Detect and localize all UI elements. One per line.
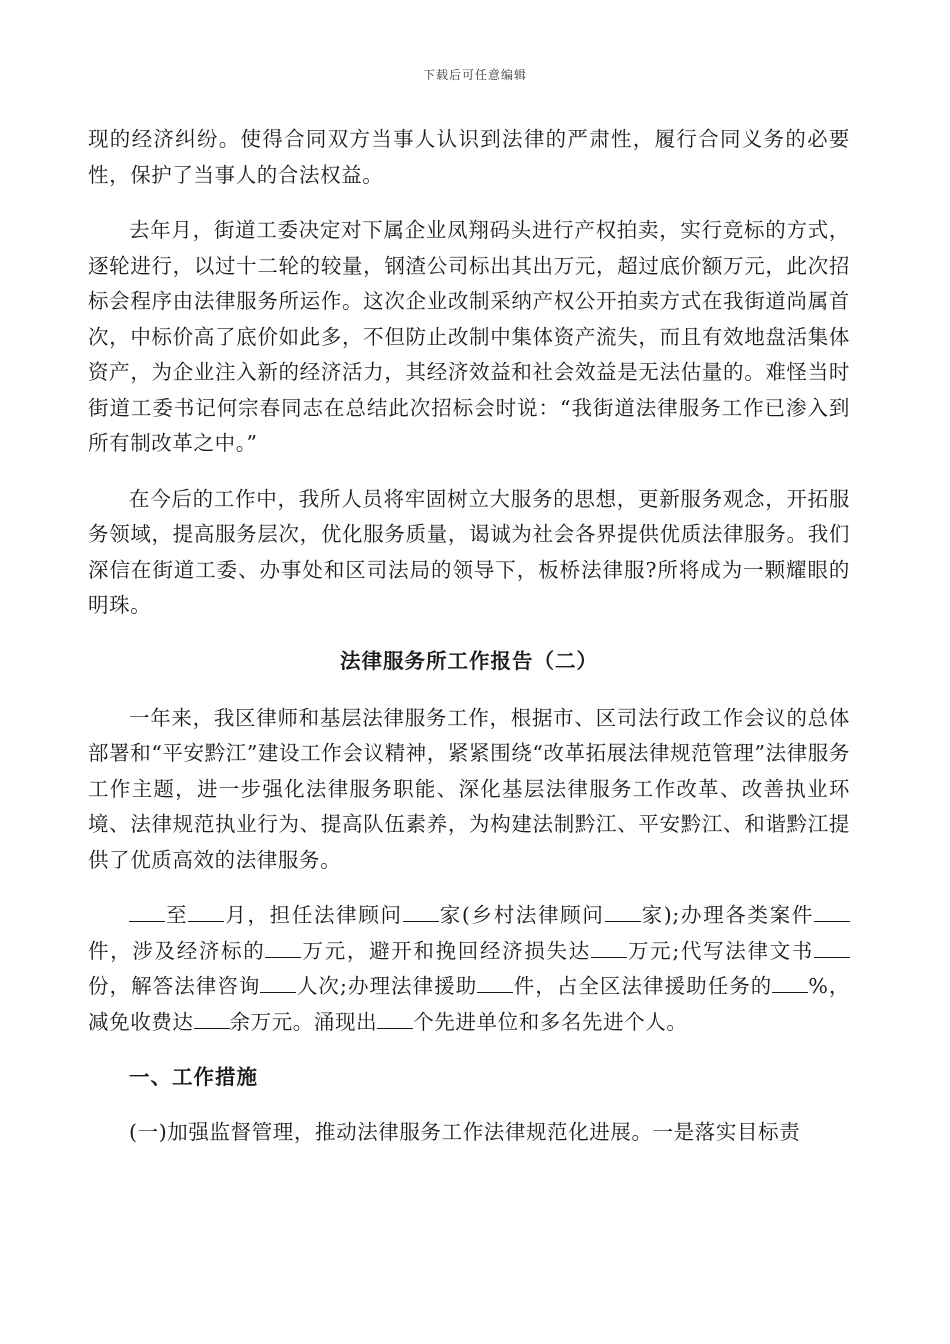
fill-blank: [591, 936, 627, 958]
stat-text: 件，涉及经济标的: [88, 938, 266, 963]
fill-blank: [814, 901, 850, 923]
fill-blank: [772, 972, 808, 994]
paragraph-outlook: 在今后的工作中，我所人员将牢固树立大服务的思想，更新服务观念，开拓服务领域，提高服务层次，优化服务质量，谒诚为社会各界提供优质法律服务。我们深信在街道工委、办事处和区司法局的领导下，板桥法律服?所将成为一颗耀眼的明珠。: [88, 486, 850, 617]
page-header: 下载后可任意编辑: [422, 68, 527, 82]
fill-blank: [194, 1007, 230, 1029]
fill-blank: [377, 1007, 413, 1029]
stat-text: 人次;办理法律援助: [296, 974, 478, 998]
fill-blank: [605, 901, 641, 923]
fill-blank: [265, 936, 301, 958]
stat-text: 余万元。涌现出: [229, 1009, 378, 1034]
paragraph-measure-1: (一)加强监督管理，推动法律服务工作法律规范化进展。一是落实目标责: [129, 1120, 801, 1144]
stat-text: 家);办理各类案件: [640, 903, 814, 927]
paragraph-auction: 去年月，街道工委决定对下属企业凤翔码头进行产权拍卖，实行竞标的方式，逐轮进行，以过十二轮的较量，钢渣公司标出其出万元，超过底价额万元，此次招标会程序由法律服务所运作。这次企业改制采纳产权公开拍卖方式在我街道尚属首次，中标价高了底价如此多，不但防止改制中集体资产流失，而且有效地盘活集体资产，为企业注入新的经济活力，其经济效益和社会效益是无法估量的。难怪当时街道工委书记何宗春同志在总结此次招标会时说：“我街道法律服务工作已渗入到所有制改革之中。”: [88, 218, 850, 455]
stat-text: 万元，避开和挽回经济损失达: [301, 938, 591, 963]
fill-blank: [129, 901, 165, 923]
fill-blank: [188, 901, 224, 923]
paragraph-intro: 一年来，我区律师和基层法律服务工作，根据市、区司法行政工作会议的总体部署和“平安黔江”建设工作会议精神，紧紧围绕“改革拓展法律规范管理”法律服务工作主题，进一步强化法律服务职能、深化基层法律服务工作改革、改善执业环境、法律规范执业行为、提高队伍素养，为构建法制黔江、平安黔江、和谐黔江提供了优质高效的法律服务。: [88, 705, 850, 872]
section-heading: 一、工作措施: [129, 1065, 258, 1089]
fill-blank: [477, 972, 513, 994]
stat-text: 个先进单位和多名先进个人。: [413, 1009, 688, 1034]
document-body: [88, 122, 850, 1171]
paragraph-statistics: [88, 898, 850, 1040]
report-title: 法律服务所工作报告（二）: [340, 648, 598, 673]
fill-blank: [814, 936, 850, 958]
paragraph-continuation: 现的经济纠纷。使得合同双方当事人认识到法律的严肃性，履行合同义务的必要性，保护了当事人的合法权益。: [88, 127, 850, 187]
stat-text: 万元;代写法律文书: [626, 938, 814, 963]
stat-text: 件，占全区法律援助任务的: [513, 974, 773, 998]
fill-blank: [403, 901, 439, 923]
fill-blank: [260, 972, 296, 994]
stat-text: 份，解答法律咨询: [88, 974, 261, 998]
stat-text: %，减免收费达: [88, 974, 850, 1034]
stat-text: 家(乡村法律顾问: [438, 903, 605, 927]
stat-text: 月，担任法律顾问: [224, 903, 403, 927]
stat-text: 至: [165, 903, 189, 927]
